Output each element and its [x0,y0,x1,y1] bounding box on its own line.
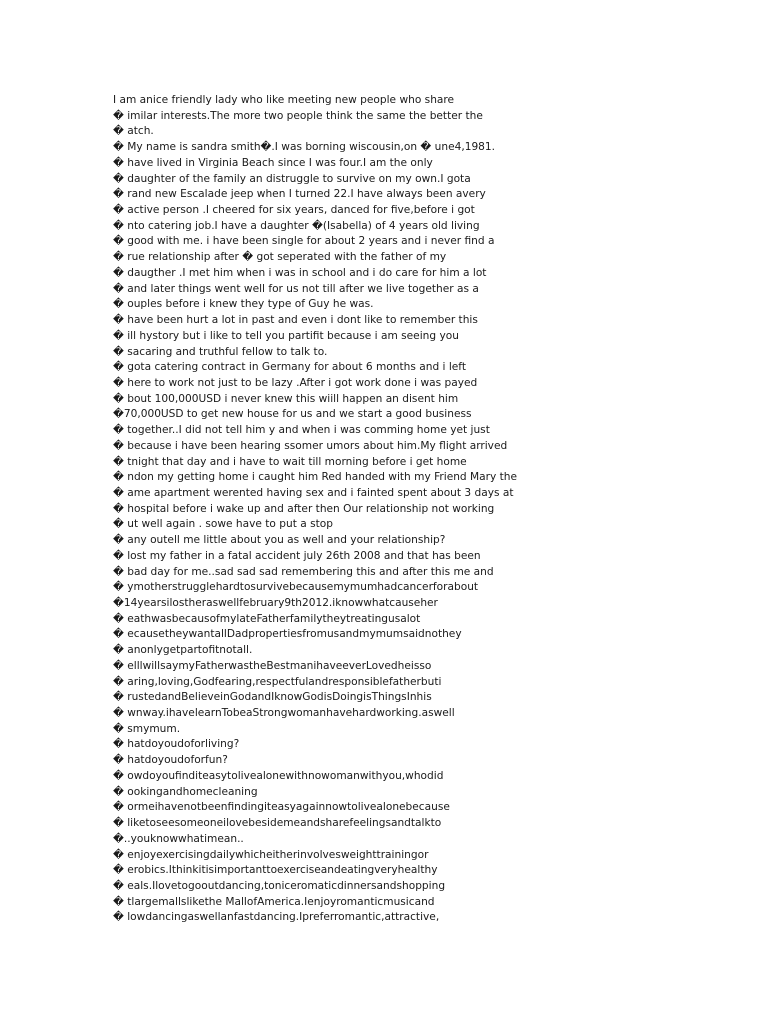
text-line: � ill hystory but i like to tell you partifit because i am seeing you [113,329,459,342]
text-line: �70,000USD to get new house for us and we start a good business [113,408,472,421]
text-line: � daughter of the family an distruggle to survive on my own.I gota [113,172,471,185]
text-line: � ut well again . sowe have to put a stop [113,518,333,531]
text-line: � daugther .I met him when i was in school and i do care for him a lot [113,266,487,279]
text-line: � have lived in Virginia Beach since I was four.I am the only [113,156,433,169]
text-line: � lowdancingaswellanfastdancing.Ipreferromantic,attractive, [113,911,440,924]
text-line: � and later things went well for us not till after we live together as a [113,282,479,295]
text-line: � ouples before i knew they type of Guy he was. [113,298,374,311]
text-line: � here to work not just to be lazy .After i got work done i was payed [113,376,478,389]
text-line: � ymotherstrugglehardtosurvivebecausemymumhadcancerforabout [113,581,479,594]
text-line: � liketoseesomeoneilovebesidemeandsharefeelingsandtalkto [113,817,442,830]
text-line: �..youknowwhatimean.. [113,832,244,845]
text-line: � rustedandBelieveinGodandIknowGodisDoingisThingsInhis [113,691,432,704]
text-line: � tnight that day and i have to wait till morning before i get home [113,455,467,468]
text-line: � rue relationship after � got seperated with the father of my [113,251,447,264]
text-line: � gota catering contract in Germany for about 6 months and i left [113,361,467,374]
text-line: � ookingandhomecleaning [113,785,258,798]
text-line: � ecausetheywantallDadpropertiesfromusandmymumsaidnothey [113,628,462,641]
text-line: � bad day for me..sad sad sad remembering this and after this me and [113,565,494,578]
text-line: � rand new Escalade jeep when I turned 22.I have always been avery [113,188,486,201]
text-line: � bout 100,000USD i never knew this wiill happen an disent him [113,392,459,405]
text-line: � sacaring and truthful fellow to talk to. [113,345,328,358]
text-line: � My name is sandra smith�.I was borning wiscousin,on � une4,1981. [113,141,496,154]
text-line: � hospital before i wake up and after then Our relationship not working [113,502,495,515]
text-line: � ormeihavenotbeenfindingiteasyagainnowtolivealonebecause [113,801,450,814]
text-line: � atch. [113,125,154,138]
text-line: � hatdoyoudoforfun? [113,754,228,767]
text-line: � anonlygetpartofitnotall. [113,644,253,657]
text-line: � have been hurt a lot in past and even i dont like to remember this [113,314,478,327]
text-line: � eals.Ilovetogooutdancing,toniceromaticdinnersandshopping [113,879,446,892]
text-line: � enjoyexercisingdailywhicheitherinvolvesweighttrainingor [113,848,429,861]
text-line: � wnway.ihavelearnTobeaStrongwomanhavehardworking.aswell [113,707,455,720]
text-line: � ame apartment werented having sex and i fainted spent about 3 days at [113,486,514,499]
text-line: � owdoyoufinditeasytolivealonewithnowomanwithyou,whodid [113,769,444,782]
text-line: I am anice friendly lady who like meeting new people who share [113,94,455,106]
text-line: � eathwasbecausofmylateFatherfamilytheytreatingusalot [113,612,421,625]
text-line: � hatdoyoudoforliving? [113,738,240,751]
text-line: � imilar interests.The more two people think the same the better the [113,109,483,122]
text-line: � together..I did not tell him y and when i was comming home yet just [113,424,490,437]
text-line: � active person .I cheered for six years, danced for five,before i got [113,204,475,217]
text-line: � any outell me little about you as well and your relationship? [113,534,446,547]
text-line: � lost my father in a fatal accident july 26th 2008 and that has been [113,549,481,562]
text-line: � ndon my getting home i caught him Red handed with my Friend Mary the [113,471,518,484]
text-line: � because i have been hearing ssomer umors about him.My flight arrived [113,439,508,452]
text-line: � elllwillsaymyFatherwastheBestmanihaveeverLovedheisso [113,659,432,672]
text-line: � nto catering job.I have a daughter �(Isabella) of 4 years old living [113,219,480,232]
text-line: � good with me. i have been single for about 2 years and i never find a [113,235,495,248]
text-line: � aring,loving,Godfearing,respectfulandresponsiblefatherbuti [113,675,442,688]
letter-body [113,93,713,926]
text-line: �14yearsilostheraswellfebruary9th2012.iknowwhatcauseher [113,597,438,609]
text-line: � erobics.Ithinkitisimportanttoexerciseandeatingveryhealthy [113,864,438,877]
text-line: � tlargemallslikethe MallofAmerica.Ienjoyromanticmusicand [113,895,435,908]
text-line: � smymum. [113,722,181,735]
